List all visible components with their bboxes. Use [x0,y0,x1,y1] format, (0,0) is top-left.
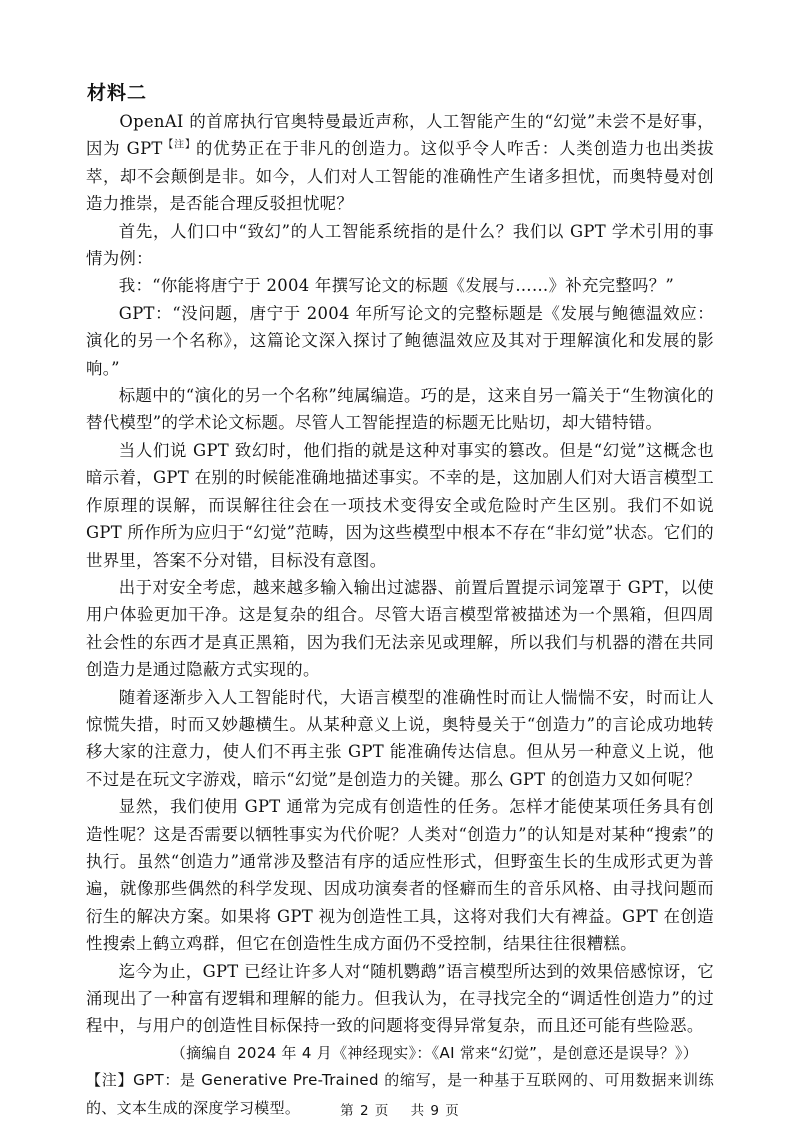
paragraph: 首先，人们口中“致幻”的人工智能系统指的是什么？我们以 GPT 学术引用的事情为例： [86,221,714,269]
intro-text-after: 的优势正在于非凡的创造力。这似乎令人咋舌：人类创造力也出类拔萃，却不会颠倒是非。如今，人们对人工智能的准确性产生诸多担忧，而奥特曼对创造力推崇，是否能合理反驳担忧呢？ [86,139,714,214]
intro-paragraph [86,108,714,218]
paragraph: 标题中的“演化的另一个名称”纯属编造。巧的是，这来自另一篇关于“生物演化的替代模型”的学术论文标题。尽管人工智能捏造的标题无比贴切，却大错特错。 [86,386,714,433]
intro-text-before: OpenAI 的首席执行官奥特曼最近声称，人工智能产生的“幻觉”未尝不是好事，因为 GPT [86,112,714,159]
paragraph: 我：“你能将唐宁于 2004 年撰写论文的标题《发展与……》补充完整吗？” [118,276,675,296]
section-title: 材料二 [87,82,148,104]
paragraph: 随着逐渐步入人工智能时代，大语言模型的准确性时而让人惴惴不安，时而让人惊慌失措，时而又妙趣横生。从某种意义上说，奥特曼关于“创造力”的言论成功地转移大家的注意力，使人们不再主张 GPT 能准确传达信息。但从另一种意义上说，他不过是在玩文字游戏，暗示“幻觉”是创造力的关键。那么 GPT 的创造力又如何呢？ [86,687,714,789]
paragraph: 当人们说 GPT 致幻时，他们指的就是这种对事实的篡改。但是“幻觉”这概念也暗示着，GPT 在别的时候能准确地描述事实。不幸的是，这加剧人们对大语言模型工作原理的误解，而误解往往会在一项技术变得安全或危险时产生区别。我们不如说 GPT 所作所为应归于“幻觉”范畴，因为这些模型中根本不存在“非幻觉”状态。它们的世界里，答案不分对错，目标没有意图。 [86,440,714,570]
paragraph: 出于对安全考虑，越来越多输入输出过滤器、前置后置提示词笼罩于 GPT，以使用户体验更加干净。这是复杂的组合。尽管大语言模型常被描述为一个黑箱，但四周社会性的东西才是真正黑箱，因为我们无法亲见或理解，所以我们与机器的潜在共同创造力是通过隐蔽方式实现的。 [86,577,714,680]
page-footer [0,1099,800,1119]
source-citation: （摘编自 2024 年 4 月《神经现实》：《AI 常来“幻觉”，是创意还是误导？》） [170,1043,698,1062]
footnote-label: 【注】 [86,1071,134,1090]
paragraph: 显然，我们使用 GPT 通常为完成有创造性的任务。怎样才能使某项任务具有创造性呢？这是否需要以牺牲事实为代价呢？人类对“创造力”的认知是对某种“搜索”的执行。虽然“创造力”通常涉及整洁有序的适应性形式，但野蛮生长的生成形式更为普遍，就像那些偶然的科学发现、因成功演奏者的怪癖而生的音乐风格、由寻找问题而衍生的解决方案。如果将 GPT 视为创造性工具，这将对我们大有裨益。GPT 在创造性搜索上鹤立鸡群，但它在创造性生成方面仍不受控制，结果往往很糟糕。 [86,797,714,954]
article-body [86,108,714,1122]
total-pages: 共 9 页 [410,1103,460,1119]
paragraph: GPT：“没问题，唐宁于 2004 年所写论文的完整标题是《发展与鲍德温效应：演化的另一个名称》，这篇论文深入探讨了鲍德温效应及其对于理解演化和发展的影响。” [86,303,714,378]
current-page-number: 第 2 页 [340,1103,390,1119]
footnote-ref-mark: 【注】 [162,139,196,151]
paragraph: 迄今为止，GPT 已经让许多人对“随机鹦鹉”语言模型所达到的效果倍感惊讶，它涌现出了一种富有逻辑和理解的能力。但我认为，在寻找完全的“调适性创造力”的过程中，与用户的创造性目标保持一致的问题将变得异常复杂，而且还可能有些险恶。 [86,961,714,1036]
footnote-text: GPT：是 Generative Pre-Trained 的缩写，是一种基于互联网的、可用数据来训练的、文本生成的深度学习模型。 [86,1071,714,1117]
